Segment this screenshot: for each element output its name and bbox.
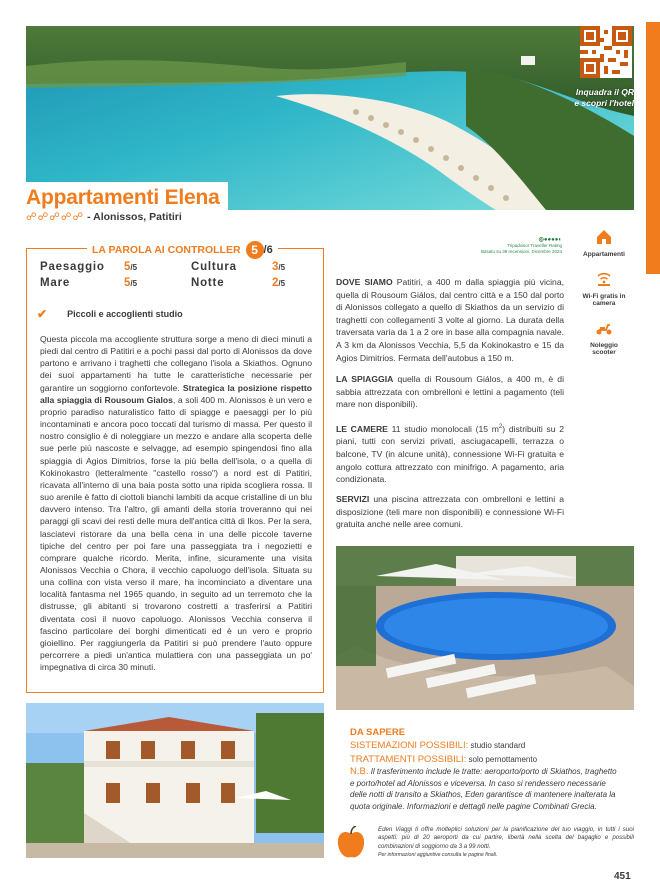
nb-label: N.B. xyxy=(350,766,369,778)
eden-note-text: Eden Viaggi ti offre molteplici soluzioni per la pianificazione del tuo viaggio, in tutti i suoi aspetti: più di 20 aeroporti da cui partire, libertà nella scelta del bagaglio e possibili combinazioni di soggiorno da 3 a 99 notti. xyxy=(378,826,634,850)
rating-den: /5 xyxy=(130,279,138,288)
scooter-icon xyxy=(578,319,630,342)
highlight-label: Piccoli e accoglienti studio xyxy=(67,309,183,319)
rating-label: Cultura xyxy=(191,261,237,273)
section-heading: SERVIZI xyxy=(336,494,370,504)
hotel-subtitle: ☍☍☍☍☍ - Alonissos, Patitiri xyxy=(26,211,182,223)
section-body-a: 11 studio monolocali (15 m xyxy=(387,423,499,434)
section-body: Patitiri, a 400 m dalla spiaggia più vicina, quella di Rousoum Giálos, dal centro città e a 150 dal porto di Alonissos collegato a quello di Skiathos da un servizio di traghetti con collegamenti 3 volte al giorno. La durata della traversata varia da 1 a 2 ore in base alla compagnia navale. A 3 km da Alonissos Vecchia, 5,5 da Kokinokastro e 15 da Agios Dimitrios. Fermata dell'autobus a 150 m. xyxy=(336,277,565,363)
controller-score-badge: 5 xyxy=(246,241,264,259)
amenity-label: Wi-Fi gratis in camera xyxy=(582,292,626,307)
rating-cultura xyxy=(191,261,286,273)
hotel-title: Appartamenti Elena xyxy=(26,186,220,209)
amenity-scooter xyxy=(578,319,630,357)
rating-mare xyxy=(40,277,138,289)
section-heading: LE CAMERE xyxy=(336,423,388,434)
controller-heading xyxy=(87,241,278,259)
trattamenti-value: solo pernottamento xyxy=(466,754,538,764)
rating-den: /5 xyxy=(278,263,286,272)
section-servizi xyxy=(336,493,564,531)
villa-photo xyxy=(26,703,324,858)
sistemazioni-label: SISTEMAZIONI POSSIBILI: xyxy=(350,740,469,752)
rating-label: Mare xyxy=(40,277,71,289)
wifi-icon xyxy=(578,270,630,293)
tripadvisor-owl-icon: ◎●●●●◐ xyxy=(538,237,562,243)
section-body: quella di Rousoum Giálos, a 400 m, è di sabbia attrezzata con ombrelloni e lettini a pagamento (teli mare non disponibili). xyxy=(336,374,564,410)
qr-caption-line-1: Inquadra il QR xyxy=(575,87,634,97)
amenity-label: Appartamenti xyxy=(583,251,625,258)
controller-score-den: /6 xyxy=(263,244,273,256)
title-box xyxy=(26,182,228,212)
description-bold: Strategica la posizione rispetto alla spiaggia di Rousoum Gialos xyxy=(40,382,313,405)
description-part-1: Questa piccola ma accogliente struttura sorge a meno di dieci minuti a piedi dal centro di Patitiri e a pochi passi dal porto di Alonissos da dove partono e arrivano i traghetti che collegano l'isola a Skiathos. Ognuno dei suoi appartamenti ha tutte le caratteristiche necessarie per garantire un soggiorno confortevole. xyxy=(40,334,312,393)
checkmark-icon: ✔ xyxy=(37,307,48,321)
controller-description xyxy=(40,333,312,673)
rating-label: Notte xyxy=(191,277,225,289)
rating-value: 5 xyxy=(124,277,131,289)
da-sapere-heading: DA SAPERE xyxy=(350,727,406,738)
section-body: una piscina attrezzata con ombrelloni e lettini a disposizione (teli mare non disponibili) e connessione Wi-Fi gratuita anche nelle aree comuni. xyxy=(336,494,564,530)
qr-code[interactable] xyxy=(580,26,632,78)
rating-den: /5 xyxy=(130,263,138,272)
amenity-icons xyxy=(578,228,630,368)
eden-note xyxy=(378,826,634,859)
rating-label: Paesaggio xyxy=(40,261,105,273)
trattamenti-row xyxy=(350,753,620,766)
amenity-apartments xyxy=(578,228,630,259)
nb-text: Il trasferimento include le tratte: aeroporto/porto di Skiathos, traghetto e porto/hotel ad Alonissos e viceversa. In caso si rendessero necessarie delle notti di transito a Skiathos, Eden garantisce di mantenere inalterata la quota originale. Informazioni e dettagli nelle pagine Combinati Grecia. xyxy=(350,767,617,811)
rating-den: /5 xyxy=(278,279,286,288)
sistemazioni-row xyxy=(350,739,620,752)
rating-value: 5 xyxy=(124,261,131,273)
section-heading: LA SPIAGGIA xyxy=(336,374,394,384)
description-part-2: , a soli 400 m. Alonissos è un vero e proprio paradiso naturalistico fatto di spiagge e paesaggi per lo più incontaminati e ancora poco toccati dal turismo di massa. Per questo il nostro consiglio è di noleggiare un mezzo e andare alla scoperta delle sue perle più nascoste e selvagge, ad esempio spingendosi fino alla spiaggia di Agios Dimitrios, forse la più bella dell'isola, o a quella di Kokinokastro (letteralmente "castello rosso") a nord est di Patitiri, ricavata all'interno di una baia posta sotto una ripida scogliera rossa. Il suo arenile è fatto di ciottoli bianchi lambiti da acque cristalline di un blu davvero intenso. Tra l'altro, gli amanti della storia troveranno qui nei paraggi gli scavi dei resti delle mura dell'antica città di Ikos. Per la sera, lasciatevi ristorare da una bella cena in una delle piccole taverne tipiche del centro per poi fare una passeggiata tra i negozietti e comprare qualche ricordo. Merita, infine, sicuramente una visita Alonissos Vecchia o Chora, il vecchio capoluogo dell'isola. Situata su una collina con vista verso il mare, ha incominciato a diventare una località fantasma nel 1965 quando, in seguito ad un terremoto che la distrusse, gli abitanti si trovarono costretti a trasferirsi a Patitiri diventata così il nuovo capoluogo. Alonissos Vecchia conserva il fascino particolare dei borghi dimenticati ed è un vero e proprio gioiellino. Per raggiungerla da Patitiri si può prendere l'auto oppure percorrere a piedi un'antica mulattiera con una passeggiata un po' impegnativa di circa 30 minuti. xyxy=(40,394,312,673)
highlight-row xyxy=(37,307,183,321)
tripadvisor-line-2: Basato su 39 recensioni, Dicembre 2024 xyxy=(480,249,562,254)
rating-paesaggio xyxy=(40,261,138,273)
qr-caption-line-2: e scopri l'hotel xyxy=(574,98,634,108)
tripadvisor-line-1: Tripadvisor Traveller Rating xyxy=(507,243,562,248)
sistemazioni-value: studio standard xyxy=(468,741,526,751)
section-heading: DOVE SIAMO xyxy=(336,277,393,287)
rating-value: 2 xyxy=(272,277,279,289)
da-sapere-box xyxy=(336,720,634,818)
orange-side-tab xyxy=(646,22,660,274)
superscript: 2 xyxy=(498,424,503,430)
qr-caption xyxy=(560,87,634,109)
section-dove-siamo xyxy=(336,276,564,364)
page-number: 451 xyxy=(614,871,631,882)
rating-value: 3 xyxy=(272,261,279,273)
section-body-b: ) distribuiti su 2 piani, tutti con servizi privati, asciugacapelli, terrazza o balcone, TV (in alcune unità), connessione Wi-Fi gratuita e angolo cottura attrezzato con minifrigo. A pagamento, aria condizionata. xyxy=(336,423,564,485)
controller-box xyxy=(26,243,324,693)
pool-photo xyxy=(336,546,634,710)
section-camere xyxy=(336,421,564,486)
section-spiaggia xyxy=(336,373,564,411)
tripadvisor-rating xyxy=(470,237,562,255)
nb-note xyxy=(350,766,620,812)
rating-hands-icon: ☍☍☍☍☍ xyxy=(26,211,85,223)
amenity-wifi xyxy=(578,270,630,308)
apple-icon xyxy=(336,826,366,860)
eden-note-small: Per informazioni aggiuntive consulta le pagine finali. xyxy=(378,851,498,858)
controller-heading-label: LA PAROLA AI CONTROLLER xyxy=(92,244,241,256)
amenity-label: Noleggio scooter xyxy=(590,341,618,356)
rating-notte xyxy=(191,277,286,289)
hotel-location: Alonissos, Patitiri xyxy=(93,211,182,223)
house-icon xyxy=(578,228,630,251)
trattamenti-label: TRATTAMENTI POSSIBILI: xyxy=(350,753,467,765)
